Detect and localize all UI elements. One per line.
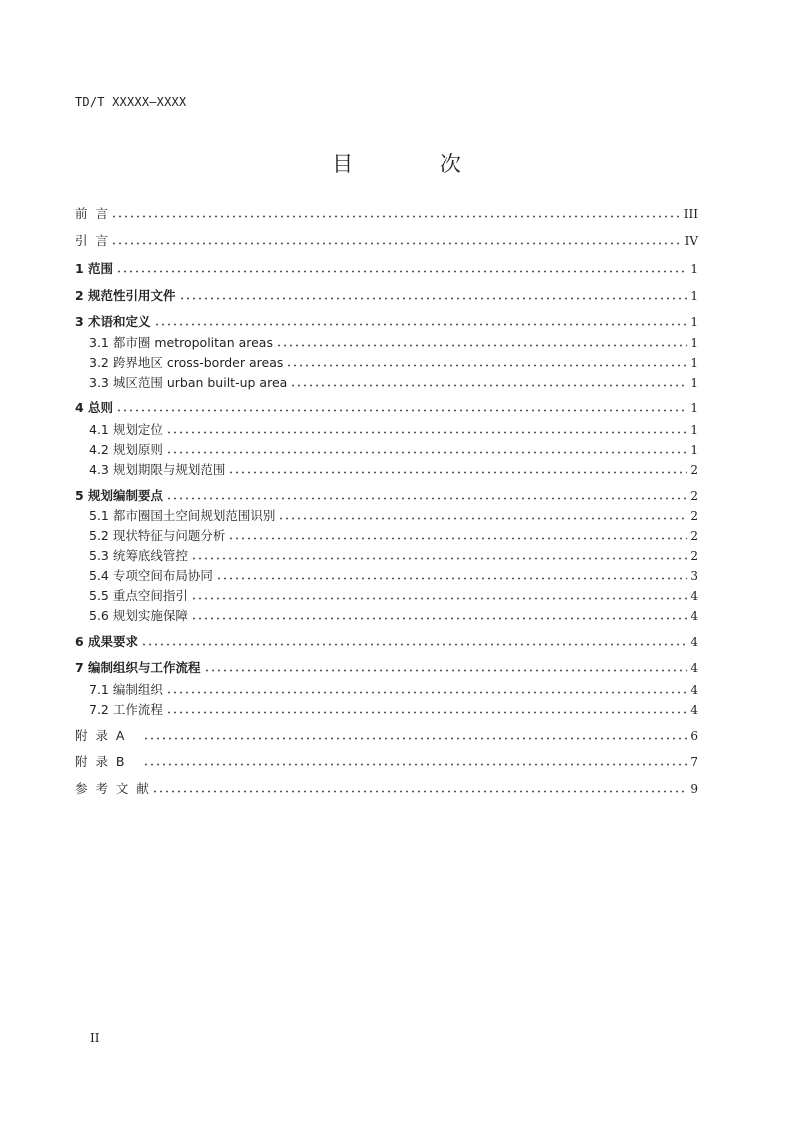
toc-entry[interactable]: [75, 660, 698, 676]
toc-entry-label: 5.3 统筹底线管控: [89, 548, 188, 563]
toc-dot-leader: [204, 669, 688, 672]
toc-entry-label: 5.1 都市圈国土空间规划范围识别: [89, 508, 276, 523]
toc-dot-leader: [166, 451, 688, 454]
toc-entry[interactable]: [75, 728, 698, 744]
page-title: 目 次: [332, 152, 501, 176]
toc-entry-label: 3.1 都市圈 metropolitan areas: [89, 335, 273, 350]
toc-entry[interactable]: [89, 588, 698, 604]
toc-entry-page: 1: [690, 315, 698, 329]
toc-dot-leader: [166, 691, 688, 694]
toc-dot-leader: [166, 711, 688, 714]
toc-dot-leader: [216, 577, 688, 580]
toc-entry-label: 6 成果要求: [75, 634, 139, 649]
toc-dot-leader: [116, 270, 687, 273]
toc-entry-page: 4: [690, 703, 698, 717]
toc-entry-label: 7.2 工作流程: [89, 702, 163, 717]
toc-entry[interactable]: [75, 288, 698, 304]
toc-entry-page: 1: [690, 401, 698, 415]
toc-entry[interactable]: [75, 634, 698, 650]
toc-entry[interactable]: [89, 355, 698, 371]
toc-entry-label: 7 编制组织与工作流程: [75, 660, 201, 675]
toc-entry-page: 1: [690, 356, 698, 370]
toc-entry[interactable]: [89, 548, 698, 564]
toc-entry[interactable]: [89, 682, 698, 698]
toc-entry-label: 5.4 专项空间布局协同: [89, 568, 213, 583]
toc-entry[interactable]: [89, 422, 698, 438]
toc-dot-leader: [141, 643, 687, 646]
toc-dot-leader: [179, 297, 688, 300]
toc-dot-leader: [143, 737, 687, 740]
toc-entry[interactable]: [75, 488, 698, 504]
toc-dot-leader: [276, 344, 687, 347]
toc-dot-leader: [290, 384, 687, 387]
toc-entry[interactable]: [89, 462, 698, 478]
toc-entry-page: 1: [690, 262, 698, 276]
toc-entry-label: 4.3 规划期限与规划范围: [89, 462, 226, 477]
toc-entry[interactable]: [89, 508, 698, 524]
toc-entry-label: 4.1 规划定位: [89, 422, 163, 437]
toc-entry[interactable]: [89, 608, 698, 624]
toc-entry-label: 附 录 B: [75, 754, 141, 769]
toc-entry-page: 2: [690, 529, 698, 543]
toc-dot-leader: [111, 215, 681, 218]
toc-entry[interactable]: [75, 206, 698, 222]
toc-entry-page: III: [683, 207, 698, 221]
toc-dot-leader: [116, 409, 687, 412]
toc-entry-page: 1: [690, 443, 698, 457]
toc-entry-label: 5.5 重点空间指引: [89, 588, 188, 603]
toc-entry-page: 2: [690, 549, 698, 563]
doc-code: TD/T XXXXX—XXXX: [75, 95, 187, 109]
toc-entry-label: 7.1 编制组织: [89, 682, 163, 697]
toc-dot-leader: [278, 517, 687, 520]
toc-entry[interactable]: [89, 442, 698, 458]
toc-entry-label: 3 术语和定义: [75, 314, 151, 329]
toc-entry-label: 附 录 A: [75, 728, 141, 743]
toc-entry[interactable]: [75, 754, 698, 770]
toc-entry[interactable]: [89, 702, 698, 718]
toc-entry-page: 4: [690, 635, 698, 649]
toc-dot-leader: [166, 431, 688, 434]
toc-entry-page: 2: [690, 463, 698, 477]
toc-entry-page: 9: [690, 782, 698, 796]
toc-entry-page: 1: [690, 376, 698, 390]
toc-entry-label: 4 总则: [75, 400, 114, 415]
toc-dot-leader: [191, 597, 688, 600]
toc-entry-label: 5.6 规划实施保障: [89, 608, 188, 623]
toc-entry-label: 参 考 文 献: [75, 781, 149, 796]
toc-entry-label: 2 规范性引用文件: [75, 288, 176, 303]
toc-entry-page: 2: [690, 509, 698, 523]
toc-dot-leader: [286, 364, 687, 367]
toc-entry-page: 1: [690, 336, 698, 350]
toc-entry-page: 4: [690, 661, 698, 675]
toc-entry-page: 2: [690, 489, 698, 503]
toc-entry[interactable]: [89, 528, 698, 544]
toc-entry-label: 3.3 城区范围 urban built-up area: [89, 375, 288, 390]
toc-entry-page: 1: [690, 289, 698, 303]
toc-dot-leader: [152, 790, 688, 793]
toc-entry-label: 3.2 跨界地区 cross-border areas: [89, 355, 284, 370]
toc-dot-leader: [191, 617, 688, 620]
toc-dot-leader: [111, 242, 682, 245]
toc-entry[interactable]: [89, 335, 698, 351]
toc-entry-page: 4: [690, 589, 698, 603]
toc-entry[interactable]: [75, 314, 698, 330]
toc-entry[interactable]: [75, 233, 698, 249]
toc-entry-label: 5.2 现状特征与问题分析: [89, 528, 226, 543]
toc-entry-page: 4: [690, 683, 698, 697]
toc-entry-page: 6: [690, 729, 698, 743]
toc-entry[interactable]: [89, 375, 698, 391]
toc-entry-label: 引 言: [75, 233, 108, 248]
toc-entry-page: 1: [690, 423, 698, 437]
toc-entry-label: 1 范围: [75, 261, 114, 276]
toc-dot-leader: [228, 537, 687, 540]
toc-entry-page: 3: [690, 569, 698, 583]
toc-dot-leader: [154, 323, 688, 326]
toc-entry-label: 4.2 规划原则: [89, 442, 163, 457]
toc-dot-leader: [166, 497, 687, 500]
toc-entry-page: 4: [690, 609, 698, 623]
toc-entry[interactable]: [89, 568, 698, 584]
toc-dot-leader: [228, 471, 687, 474]
toc-entry-page: IV: [684, 234, 698, 248]
toc-dot-leader: [191, 557, 688, 560]
toc-dot-leader: [143, 763, 687, 766]
toc-entry-page: 7: [690, 755, 698, 769]
toc-entry-label: 前 言: [75, 206, 108, 221]
toc-entry-label: 5 规划编制要点: [75, 488, 164, 503]
toc-entry[interactable]: [75, 400, 698, 416]
page-number: II: [90, 1031, 100, 1045]
toc-entry[interactable]: [75, 781, 698, 797]
toc-entry[interactable]: [75, 261, 698, 277]
